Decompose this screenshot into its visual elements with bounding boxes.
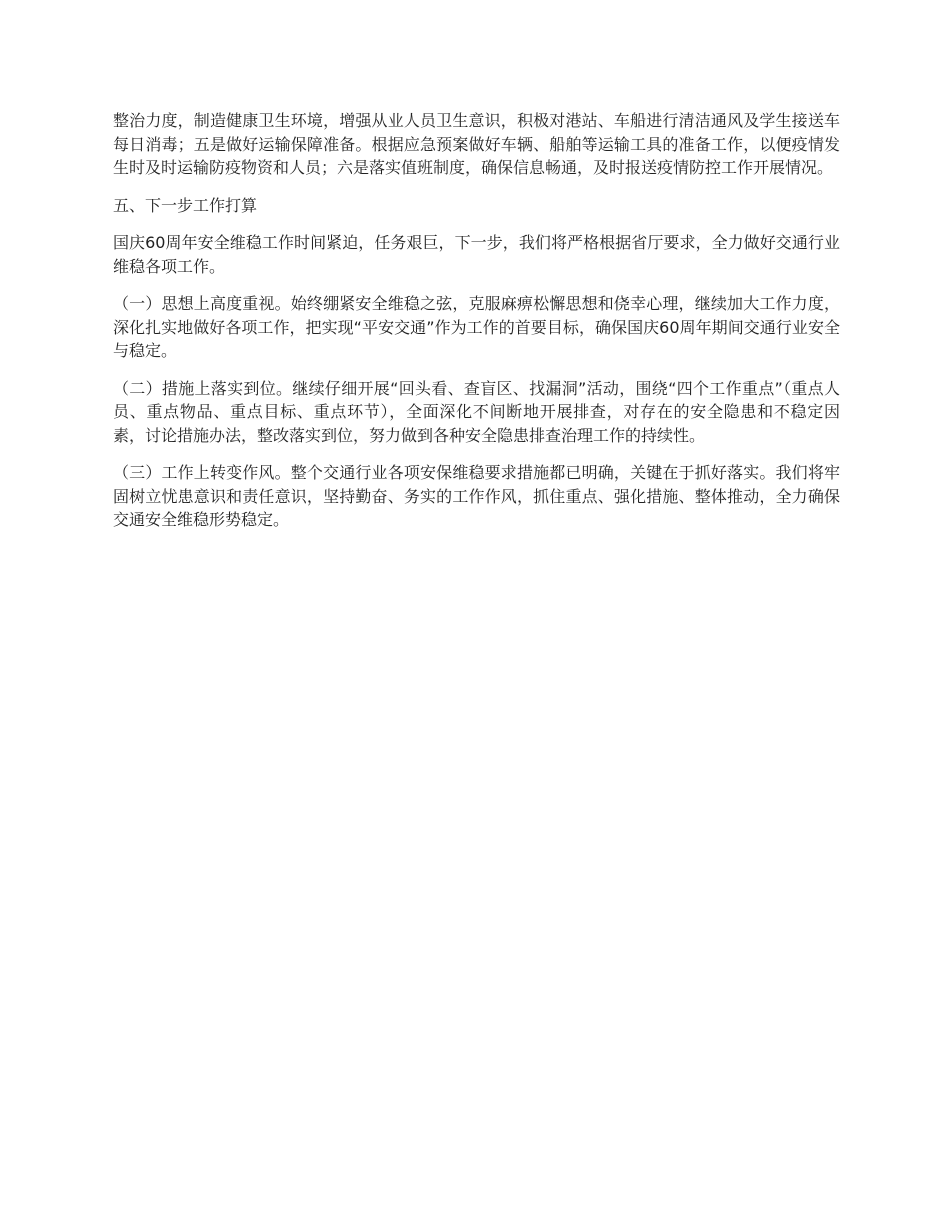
paragraph-item-two: （二）措施上落实到位。继续仔细开展“回头看、查盲区、找漏洞”活动，围绕“四个工作重点”（重点人员、重点物品、重点目标、重点环节），全面深化不间断地开展排查，对存在的安全隐患和不稳定因素，讨论措施办法，整改落实到位，努力做到各种安全隐患排查治理工作的持续性。 <box>113 378 840 445</box>
paragraph-next-steps-intro: 国庆60周年安全维稳工作时间紧迫，任务艰巨，下一步，我们将严格根据省厅要求，全力做好交通行业维稳各项工作。 <box>113 233 840 276</box>
document-body <box>113 109 840 546</box>
section-heading-next-steps: 五、下一步工作打算 <box>113 195 258 215</box>
paragraph-epidemic-measures: 整治力度，制造健康卫生环境，增强从业人员卫生意识，积极对港站、车船进行清洁通风及学生接送车每日消毒；五是做好运输保障准备。根据应急预案做好车辆、船舶等运输工具的准备工作，以便疫情发生时及时运输防疫物资和人员；六是落实值班制度，确保信息畅通，及时报送疫情防控工作开展情况。 <box>113 111 840 177</box>
paragraph-item-three: （三）工作上转变作风。整个交通行业各项安保维稳要求措施都已明确，关键在于抓好落实。我们将牢固树立忧患意识和责任意识，坚持勤奋、务实的工作作风，抓住重点、强化措施、整体推动，全力确保交通安全维稳形势稳定。 <box>113 463 840 529</box>
paragraph-item-one: （一）思想上高度重视。始终绷紧安全维稳之弦，克服麻痹松懈思想和侥幸心理，继续加大工作力度，深化扎实地做好各项工作，把实现“平安交通”作为工作的首要目标，确保国庆60周年期间交通行业安全与稳定。 <box>113 294 840 360</box>
